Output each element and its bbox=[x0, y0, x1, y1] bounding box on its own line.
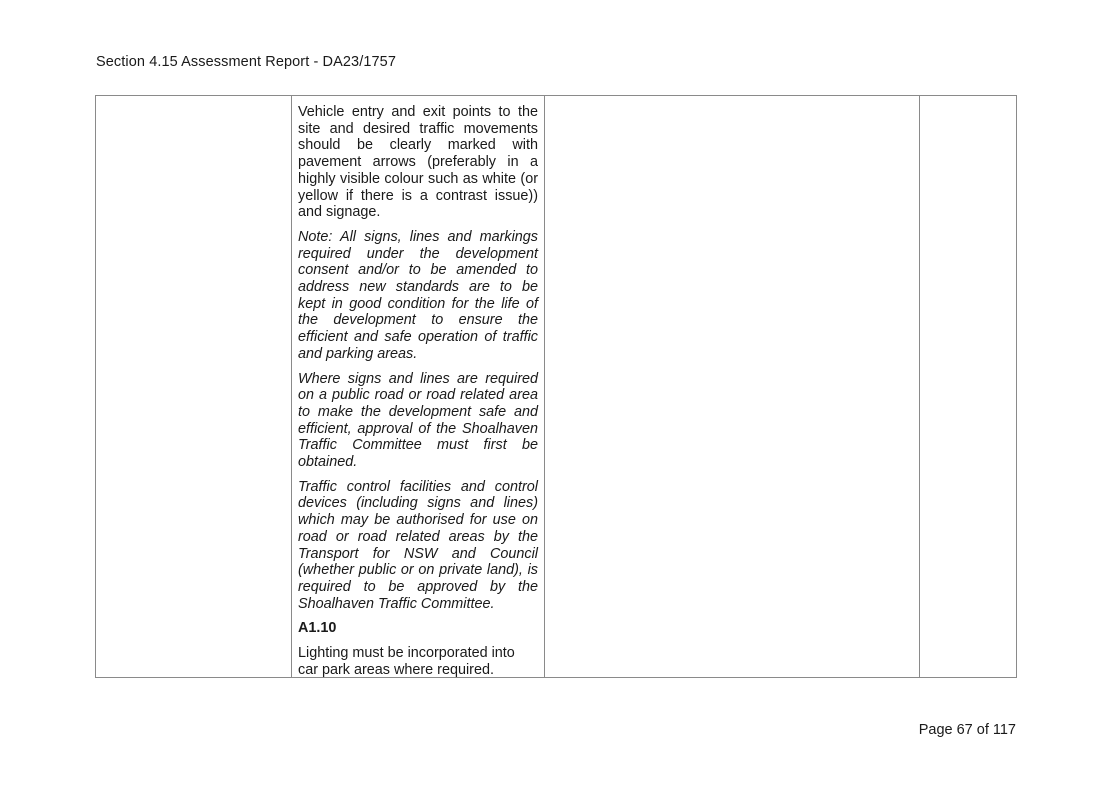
paragraph-public-road-approval: Where signs and lines are required on a public road or road related area to make the development safe and efficient, approval of the Shoalhaven Traffic Committee must first be obtained. bbox=[298, 370, 538, 471]
paragraph-lighting: Lighting must be incorporated into car park areas where required. bbox=[298, 645, 515, 678]
assessment-table bbox=[95, 95, 1017, 678]
paragraph-vehicle-entry: Vehicle entry and exit points to the site and desired traffic movements should be clearly marked with pavement arrows (preferably in a highly visible colour such as white (or yellow if there is a contrast issue)) and signage. bbox=[298, 104, 538, 221]
table-cell-column-1 bbox=[96, 96, 292, 677]
table-cell-column-4 bbox=[920, 96, 1016, 677]
paragraph-note-signs: Note: All signs, lines and markings required under the development consent and/or to be amended to address new standards are to be kept in good condition for the life of the development to ensure the efficient and safe operation of traffic and parking areas. bbox=[298, 228, 538, 362]
page-number: Page 67 of 117 bbox=[918, 722, 1016, 738]
report-header: Section 4.15 Assessment Report - DA23/1757 bbox=[96, 54, 397, 70]
paragraph-traffic-control-devices: Traffic control facilities and control devices (including signs and lines) which may be authorised for use on road or road related areas by the Transport for NSW and Council (whether public or on private land), is required to be approved by the Shoalhaven Traffic Committee. bbox=[298, 478, 538, 612]
table-cell-provision-text bbox=[292, 96, 545, 677]
table-cell-column-3 bbox=[545, 96, 920, 677]
clause-heading-a1-10: A1.10 bbox=[298, 620, 337, 637]
